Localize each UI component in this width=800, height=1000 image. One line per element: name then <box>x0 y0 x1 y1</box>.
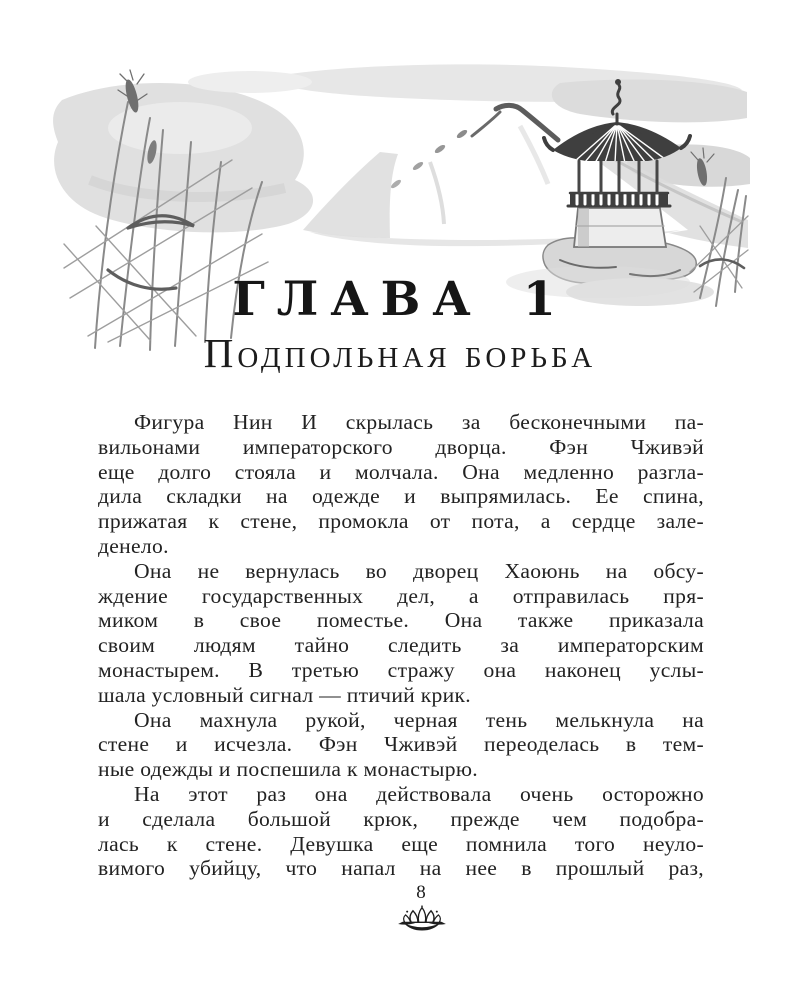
body-text <box>98 410 704 881</box>
chapter-title: Подпольная борьба <box>203 330 597 376</box>
paragraph <box>98 410 704 559</box>
lotus-ornament-icon <box>397 905 447 933</box>
text-line: прижатая к стене, промокла от пота, а сердце зале- <box>98 509 704 534</box>
text-line: Фигура Нин И скрылась за бесконечными па- <box>134 410 704 434</box>
chapter-label: ГЛАВА 1 <box>232 272 568 327</box>
text-line: лась к стене. Девушка еще помнила того неуло- <box>98 831 704 856</box>
paragraph <box>98 782 704 881</box>
text-line: своим людям тайно следить за императорским <box>98 633 704 658</box>
page-number: 8 <box>416 882 426 903</box>
text-line: вильонами императорского дворца. Фэн Чживэй <box>98 434 704 459</box>
paragraph <box>98 559 704 708</box>
text-line: На этот раз она действовала очень осторожно <box>134 781 704 806</box>
paragraph <box>98 708 704 782</box>
text-line: ждение государственных дел, а отправилась пря- <box>98 583 704 608</box>
text-line: денело. <box>98 533 169 558</box>
text-line: монастырем. В третью стражу она наконец услы- <box>98 657 704 682</box>
text-line: шала условный сигнал — птичий крик. <box>98 682 471 707</box>
text-line: стене и исчезла. Фэн Чживэй переоделась в тем- <box>98 732 704 757</box>
text-line: Она не вернулась во дворец Хаоюнь на обсу- <box>134 558 704 583</box>
text-line: еще долго стояла и молчала. Она медленно разгла- <box>98 459 704 484</box>
text-line: ные одежды и поспешила к монастырю. <box>98 757 478 782</box>
text-line: дила складки на одежде и выпрямилась. Ее спина, <box>98 484 704 509</box>
text-line: миком в свое поместье. Она также приказала <box>98 608 704 633</box>
text-line: и сделала большой крюк, прежде чем подобра- <box>98 806 704 831</box>
text-line: Она махнула рукой, черная тень мелькнула на <box>134 707 704 732</box>
text-line: вимого убийцу, что напал на нее в прошлый раз, <box>98 856 704 881</box>
